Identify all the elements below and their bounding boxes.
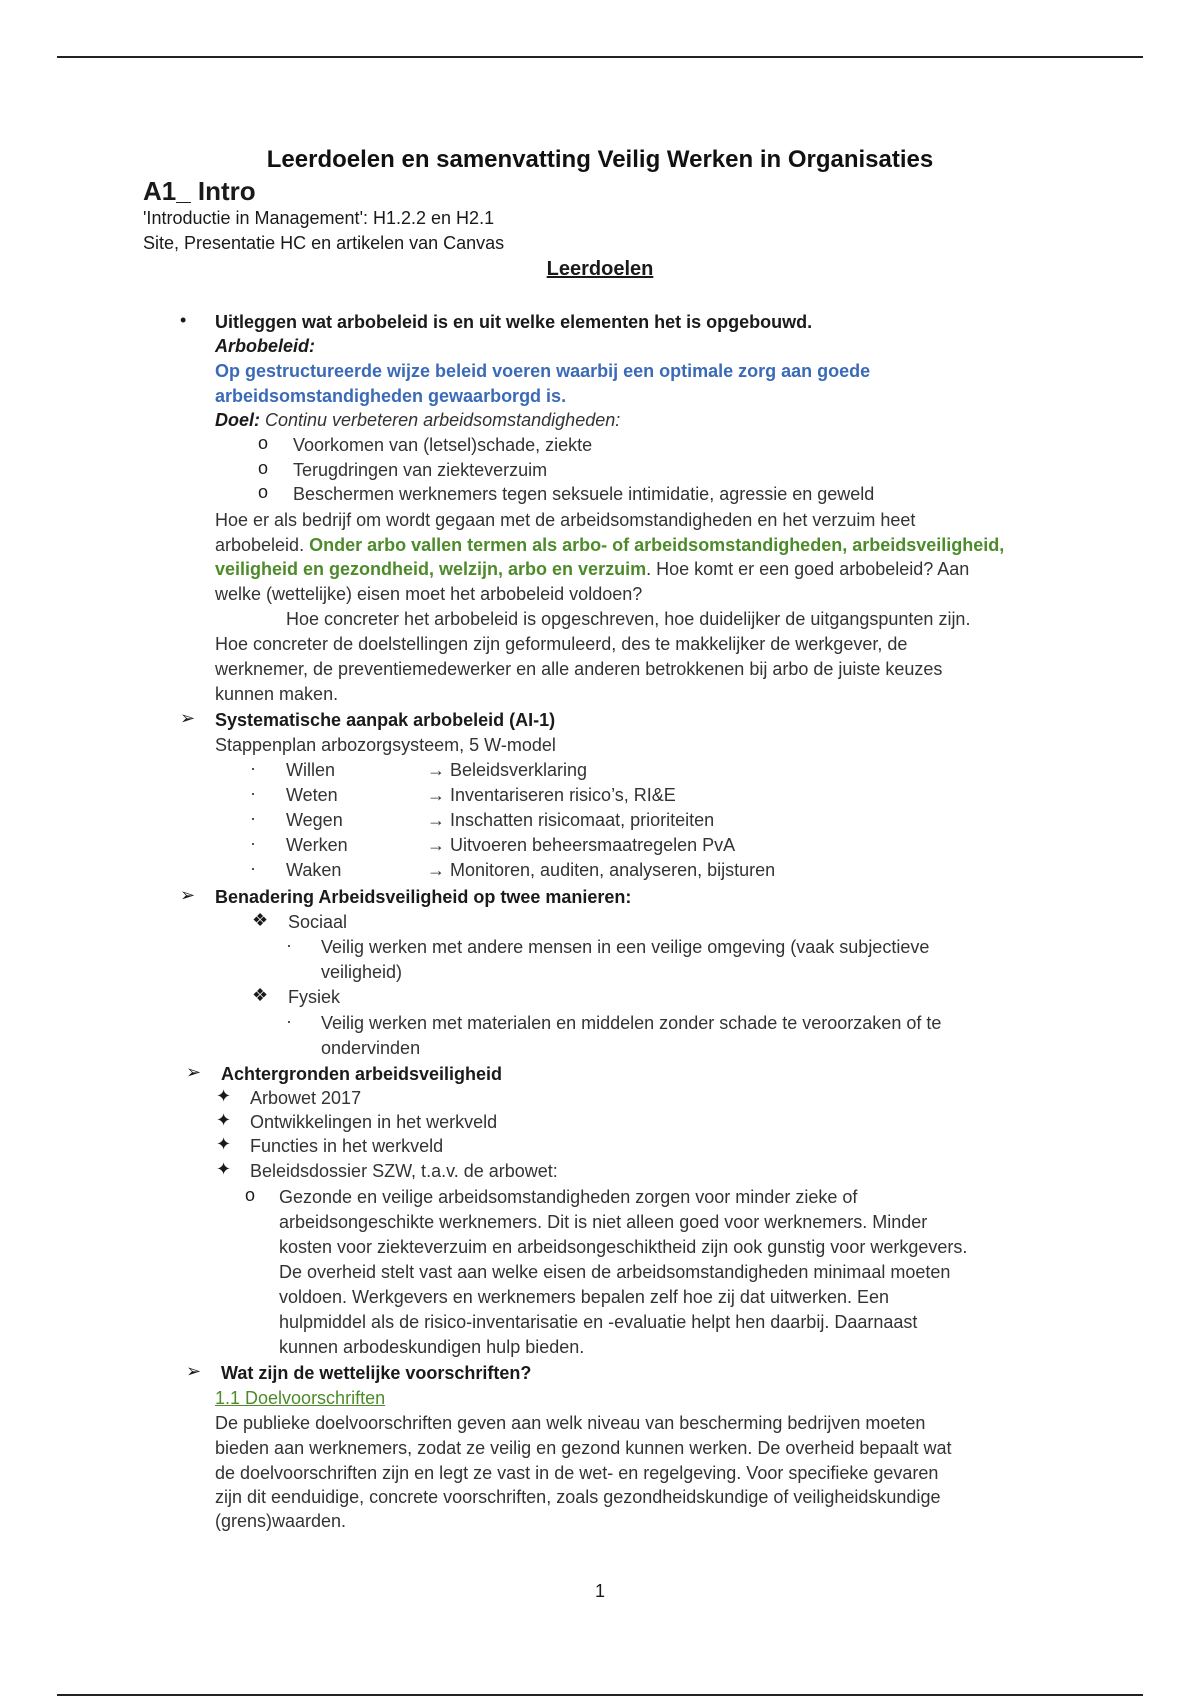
step-w-4: Werken [286,835,348,855]
page-number: 1 [594,1581,605,1601]
voorschriften-line-3: de doelvoorschriften zijn en legt ze vast in de wet- en regelgeving. Voor specifieke gevaren [215,1463,939,1483]
voorschriften-line-5: (grens)waarden. [215,1511,347,1531]
achtergrond-item-4: Beleidsdossier SZW, t.a.v. de arbowet: [250,1161,558,1181]
achtergronden-heading: Achtergronden arbeidsveiligheid [221,1064,503,1084]
szw-line-1: Gezonde en veilige arbeidsomstandigheden zorgen voor minder zieke of [279,1187,858,1207]
document-title: Leerdoelen en samenvatting Veilig Werken in Organisaties [266,146,934,173]
szw-line-4: De overheid stelt vast aan welke eisen de arbeidsomstandigheden minimaal moeten [279,1262,951,1282]
achtergrond-item-1: Arbowet 2017 [250,1088,362,1108]
doel-item-3: Beschermen werknemers tegen seksuele intimidatie, agressie en geweld [293,484,875,504]
section-heading: A1_ Intro [143,176,256,206]
szw-line-7: kunnen arbodeskundigen hulp bieden. [279,1337,585,1357]
diamond-bullet: ❖ [252,985,269,1005]
step-desc-3: → Inschatten risicomaat, prioriteiten [427,810,715,830]
step-desc-1: → Beleidsverklaring [427,760,588,780]
middot-bullet: · [250,758,256,778]
step-w-5: Waken [286,860,342,880]
sociaal-line-1: Veilig werken met andere mensen in een veilige omgeving (vaak subjectieve [321,937,930,957]
paragraph-1-line-1: Hoe er als bedrijf om wordt gegaan met de arbeidsomstandigheden en het verzuim heet [215,510,916,530]
top-rule [57,56,1143,58]
middot-bullet: · [250,858,256,878]
paragraph-1-line-3 [215,557,969,582]
sociaal-label: Sociaal [288,912,348,932]
circle-bullet: o [258,433,269,453]
benadering-heading: Benadering Arbeidsveiligheid op twee manieren: [215,887,632,907]
middot-bullet: · [286,1011,292,1031]
p1-l2-b: Onder arbo vallen termen als arbo- of arbeidsomstandigheden, arbeidsveiligheid, [309,535,1005,555]
step-w-2: Weten [286,785,338,805]
szw-line-5: voldoen. Werkgevers en werknemers bepalen zelf hoe zij dat uitwerken. Een [279,1287,889,1307]
circle-bullet: o [245,1185,256,1205]
leerdoelen-heading: Leerdoelen [546,258,654,280]
p1-l2-a: arbobeleid. [215,535,310,555]
arrowhead-bullet: ➢ [180,708,196,728]
paragraph-2-line-3: werknemer, de preventiemedewerker en alle anderen betrokkenen bij arbo de juiste keuzes [215,659,943,679]
szw-line-6: hulpmiddel als de risico-inventarisatie en -evaluatie helpt hen daarbij. Daarnaast [279,1312,918,1332]
systematisch-heading: Systematische aanpak arbobeleid (AI-1) [215,710,556,730]
source-line-1: 'Introductie in Management': H1.2.2 en H2.1 [143,208,495,228]
step-desc-5: → Monitoren, auditen, analyseren, bijsturen [427,860,776,880]
p1-l3-b: . Hoe komt er een goed arbobeleid? Aan [646,559,970,579]
doelvoorschriften-heading: 1.1 Doelvoorschriften [215,1388,386,1408]
fysiek-line-1: Veilig werken met materialen en middelen zonder schade te veroorzaken of te [321,1013,942,1033]
paragraph-2-line-2: Hoe concreter de doelstellingen zijn geformuleerd, des te makkelijker de werkgever, de [215,634,908,654]
doel-item-1: Voorkomen van (letsel)schade, ziekte [293,435,593,455]
paragraph-1-line-2 [215,533,1004,558]
cross-bullet: ✦ [216,1110,232,1130]
fysiek-label: Fysiek [288,987,341,1007]
voorschriften-heading: Wat zijn de wettelijke voorschriften? [221,1363,532,1383]
paragraph-2-line-1: Hoe concreter het arbobeleid is opgeschreven, hoe duidelijker de uitgangspunten zijn. [286,609,971,629]
szw-line-3: kosten voor ziekteverzuim en arbeidsongeschiktheid zijn ook gunstig voor werkgevers. [279,1237,968,1257]
sociaal-line-2: veiligheid) [321,962,403,982]
source-line-2: Site, Presentatie HC en artikelen van Canvas [143,233,505,253]
arrowhead-bullet: ➢ [180,885,196,905]
term-arbobeleid: Arbobeleid: [215,336,316,356]
cross-bullet: ✦ [216,1159,232,1179]
bullet-dot: • [180,310,187,330]
p1-l3-a: veiligheid en gezondheid, welzijn, arbo en verzuim [215,559,647,579]
voorschriften-line-4: zijn dit eenduidige, concrete voorschriften, zoals gezondheidskundige of veiligheidskundige [215,1487,941,1507]
achtergrond-item-3: Functies in het werkveld [250,1136,444,1156]
step-w-1: Willen [286,760,336,780]
voorschriften-line-1: De publieke doelvoorschriften geven aan welk niveau van bescherming bedrijven moeten [215,1413,926,1433]
cross-bullet: ✦ [216,1086,232,1106]
systematisch-intro: Stappenplan arbozorgsysteem, 5 W-model [215,735,556,755]
middot-bullet: · [250,808,256,828]
middot-bullet: · [286,935,292,955]
circle-bullet: o [258,482,269,502]
paragraph-1-line-4: welke (wettelijke) eisen moet het arbobeleid voldoen? [215,584,643,604]
middot-bullet: · [250,833,256,853]
doel-line [215,408,620,433]
arrowhead-bullet: ➢ [186,1361,202,1381]
paragraph-2-line-4: kunnen maken. [215,684,339,704]
goal-arbobeleid: Uitleggen wat arbobeleid is en uit welke elementen het is opgebouwd. [215,312,813,332]
step-w-3: Wegen [286,810,343,830]
szw-line-2: arbeidsongeschikte werknemers. Dit is niet alleen goed voor werknemers. Minder [279,1212,928,1232]
diamond-bullet: ❖ [252,910,269,930]
definition-line-2: arbeidsomstandigheden gewaarborgd is. [215,386,567,406]
cross-bullet: ✦ [216,1134,232,1154]
definition-line-1: Op gestructureerde wijze beleid voeren waarbij een optimale zorg aan goede [215,361,871,381]
middot-bullet: · [250,783,256,803]
doel-label: Doel: [215,410,260,430]
step-desc-4: → Uitvoeren beheersmaatregelen PvA [427,835,736,855]
bottom-rule [57,1694,1143,1696]
fysiek-line-2: ondervinden [321,1038,421,1058]
achtergrond-item-2: Ontwikkelingen in het werkveld [250,1112,498,1132]
voorschriften-line-2: bieden aan werknemers, zodat ze veilig en gezond kunnen werken. De overheid bepaalt wat [215,1438,952,1458]
doel-text: Continu verbeteren arbeidsomstandigheden: [260,410,621,430]
arrowhead-bullet: ➢ [186,1062,202,1082]
doel-item-2: Terugdringen van ziekteverzuim [293,460,548,480]
step-desc-2: → Inventariseren risico’s, RI&E [427,785,676,805]
circle-bullet: o [258,458,269,478]
